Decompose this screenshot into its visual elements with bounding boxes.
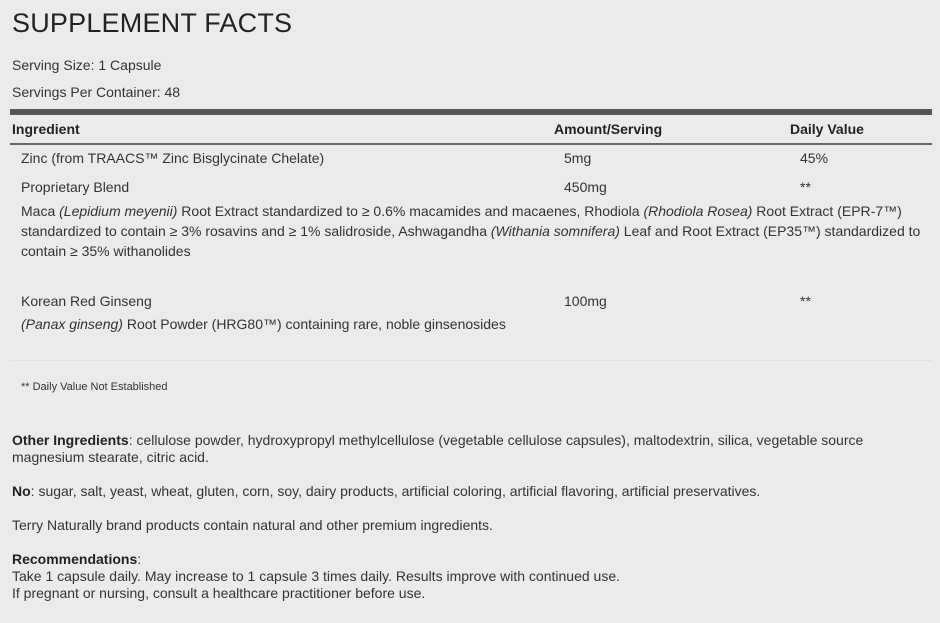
row-blend-ingredient: Proprietary Blend: [21, 179, 130, 195]
row-blend-amount: 450mg: [564, 179, 607, 195]
row-zinc-ingredient: Zinc (from TRAACS™ Zinc Bisglycinate Chelate): [21, 150, 325, 166]
other-ingredients-label: Other Ingredients: [12, 432, 129, 448]
other-ingredients: Other Ingredients: cellulose powder, hydroxypropyl methylcellulose (vegetable cellulose capsules), maltodextrin, silica, vegetable source magnesium stearate, citric acid.: [12, 432, 864, 465]
table-bottom-rule: [10, 360, 932, 361]
blend-description: Maca (Lepidium meyenii) Root Extract standardized to ≥ 0.6% macamides and macaenes, Rhodiola (Rhodiola Rosea) Root Extract (EPR-7™) standardized to contain ≥ 3% rosavins and ≥ 1% salidroside, Ashwagandha (Withania somnifera) Leaf and Root Extract (EP35™) standardized to contain ≥ 35% withanolides: [21, 203, 921, 259]
recommendations-line-2: If pregnant or nursing, consult a healthcare practitioner before use.: [12, 585, 426, 601]
serving-size: Serving Size: 1 Capsule: [12, 57, 162, 73]
no-label: No: [12, 483, 31, 499]
header-amount: Amount/Serving: [554, 121, 663, 137]
recommendations-label: Recommendations: [12, 551, 138, 567]
header-ingredient: Ingredient: [12, 121, 80, 137]
footnote: ** Daily Value Not Established: [21, 381, 168, 393]
row-ginseng-amount: 100mg: [564, 293, 607, 309]
header-rule: [10, 143, 932, 145]
row-blend-dv: **: [800, 179, 811, 195]
header-daily-value: Daily Value: [790, 121, 864, 137]
servings-per-container: Servings Per Container: 48: [12, 84, 181, 100]
row-ginseng-dv: **: [800, 293, 811, 309]
recommendations-line-1: Take 1 capsule daily. May increase to 1 capsule 3 times daily. Results improve with continued use.: [12, 568, 621, 584]
recommendations: Recommendations: Take 1 capsule daily. May increase to 1 capsule 3 times daily. Results improve with continued use. If pregnant or nursing, consult a healthcare practitioner before use.: [12, 551, 621, 601]
row-zinc-amount: 5mg: [564, 150, 592, 166]
table-top-rule: [10, 109, 932, 115]
row-zinc-dv: 45%: [800, 150, 829, 166]
page-title: SUPPLEMENT FACTS: [12, 8, 293, 38]
brand-note: Terry Naturally brand products contain natural and other premium ingredients.: [12, 517, 493, 533]
no-list: No: sugar, salt, yeast, wheat, gluten, corn, soy, dairy products, artificial coloring, artificial flavoring, artificial preservatives.: [12, 483, 761, 499]
ginseng-description: (Panax ginseng) Root Powder (HRG80™) containing rare, noble ginsenosides: [21, 316, 506, 332]
row-ginseng-ingredient: Korean Red Ginseng: [21, 293, 152, 309]
